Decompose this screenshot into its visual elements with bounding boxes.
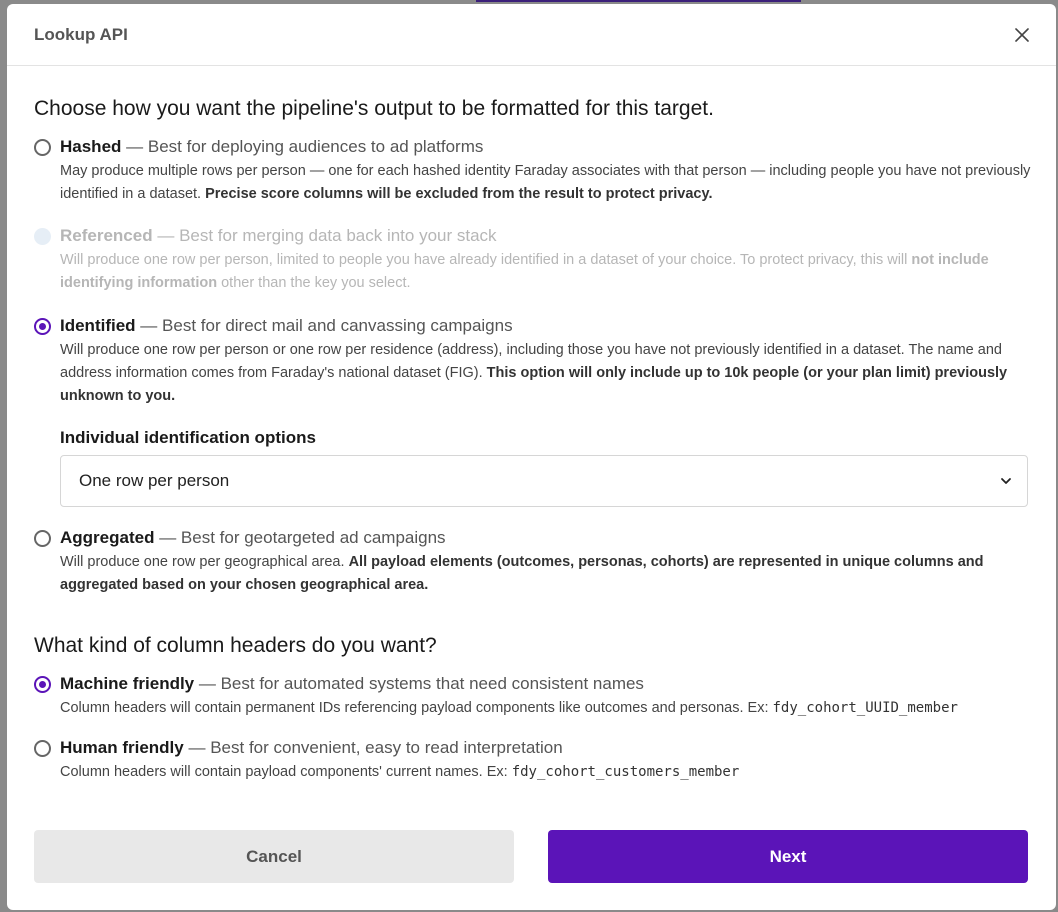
option-name: Human friendly [60,738,184,757]
modal-footer [34,830,1028,883]
desc-text: Will produce one row per person, limited to people you have already identified in a dataset of your choice. To protect privacy, this will [60,252,912,268]
example-code: fdy_cohort_UUID_member [772,700,958,716]
option-name: Identified [60,316,136,335]
radio-hashed[interactable] [34,139,51,156]
identification-select[interactable] [60,455,1028,507]
option-description [60,551,1036,597]
desc-bold: All payload elements (outcomes, personas, cohorts) are represented in unique columns and aggregated based on your chosen geographical area. [60,554,984,593]
close-button[interactable] [1010,23,1034,47]
option-name: Hashed [60,137,122,156]
chevron-down-icon [999,474,1013,488]
format-question: Choose how you want the pipeline's output to be formatted for this target. [34,97,714,120]
desc-bold: not include identifying information [60,252,989,291]
desc-text: Will produce one row per person or one row per residence (address), including those you have not previously identified in a dataset. The name and address information comes from Faraday's national dataset (FIG). [60,342,1002,381]
option-description [60,249,1036,295]
identification-options-label: Individual identification options [60,428,316,447]
option-aggregated[interactable] [34,527,1036,597]
identification-selected-value: One row per person [79,471,230,490]
radio-human-friendly[interactable] [34,740,51,757]
modal-body [7,97,1056,784]
option-tag: — Best for deploying audiences to ad platforms [126,137,484,156]
option-tag: — Best for convenient, easy to read interpretation [188,738,563,757]
lookup-api-modal [7,4,1056,910]
option-description [60,339,1036,408]
cancel-button[interactable]: Cancel [34,830,514,883]
radio-referenced [34,228,51,245]
desc-text: Column headers will contain payload components' current names. Ex: [60,764,512,780]
option-tag: — Best for geotargeted ad campaigns [159,528,446,547]
option-name: Referenced [60,226,153,245]
desc-text: Column headers will contain permanent IDs referencing payload components like outcomes and personas. Ex: [60,700,773,716]
desc-text-after: other than the key you select. [217,275,411,291]
option-description [60,160,1036,206]
option-name: Machine friendly [60,674,195,693]
option-hashed[interactable] [34,136,1036,206]
radio-machine-friendly[interactable] [34,676,51,693]
option-description [60,761,1036,784]
close-icon [1014,27,1030,43]
next-button[interactable]: Next [548,830,1028,883]
desc-text: May produce multiple rows per person — one for each hashed identity Faraday associates with that person — including people you have not previously identified in a dataset. [60,163,1031,202]
option-tag: — Best for direct mail and canvassing campaigns [140,316,513,335]
radio-aggregated[interactable] [34,530,51,547]
option-referenced [34,225,1036,295]
desc-text: Will produce one row per geographical area. [60,554,349,570]
headers-question: What kind of column headers do you want? [34,634,437,657]
option-human-friendly[interactable] [34,737,1036,784]
option-identified[interactable] [34,315,1036,408]
option-tag: — Best for merging data back into your stack [157,226,497,245]
modal-title: Lookup API [34,24,128,44]
option-tag: — Best for automated systems that need consistent names [198,674,644,693]
background-link [476,0,801,2]
modal-header [7,4,1056,66]
option-machine-friendly[interactable] [34,673,1036,720]
example-code: fdy_cohort_customers_member [511,764,740,780]
option-description [60,697,1036,720]
desc-bold: This option will only include up to 10k people (or your plan limit) previously unknown to you. [60,365,1008,404]
option-name: Aggregated [60,528,155,547]
radio-identified[interactable] [34,318,51,335]
desc-bold: Precise score columns will be excluded from the result to protect privacy. [205,186,713,202]
